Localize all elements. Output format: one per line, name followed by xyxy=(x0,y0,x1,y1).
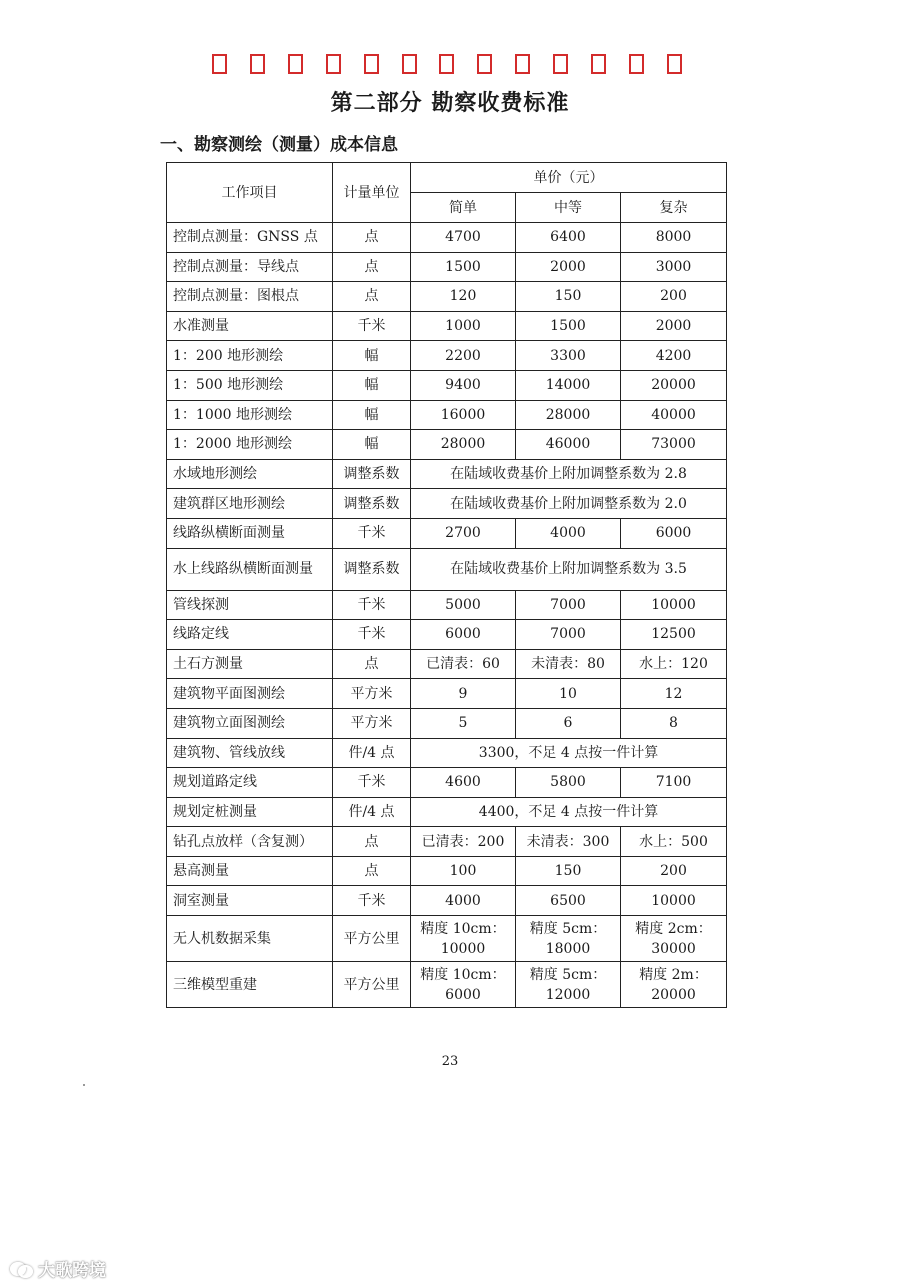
row-unit: 点 xyxy=(333,223,411,253)
page-title: 第二部分 勘察收费标准 xyxy=(330,91,570,116)
row-simple: 9 xyxy=(411,679,516,709)
row-simple: 2700 xyxy=(411,518,516,548)
row-complex: 12 xyxy=(621,679,727,709)
row-medium: 1500 xyxy=(516,311,621,341)
table-row xyxy=(167,649,727,679)
table-row xyxy=(167,370,727,400)
row-medium: 14000 xyxy=(516,370,621,400)
row-medium: 未清表：80 xyxy=(516,649,621,679)
row-medium: 46000 xyxy=(516,430,621,460)
red-box xyxy=(402,54,417,74)
red-placeholder-boxes xyxy=(212,54,682,80)
row-unit: 平方米 xyxy=(333,708,411,738)
survey-fee-table xyxy=(166,162,727,1008)
row-unit: 件/4 点 xyxy=(333,797,411,827)
row-complex: 8 xyxy=(621,708,727,738)
row-item: 规划定桩测量 xyxy=(167,797,333,827)
red-box xyxy=(212,54,227,74)
precision-label: 精度 10cm： xyxy=(420,920,506,937)
row-item: 控制点测量：导线点 xyxy=(167,252,333,282)
row-simple: 28000 xyxy=(411,430,516,460)
row-unit: 千米 xyxy=(333,768,411,798)
row-unit: 幅 xyxy=(333,341,411,371)
row-merged-note: 在陆域收费基价上附加调整系数为 3.5 xyxy=(411,548,727,590)
row-medium: 6400 xyxy=(516,223,621,253)
row-complex: 水上：500 xyxy=(621,827,727,857)
table-row xyxy=(167,827,727,857)
row-simple: 9400 xyxy=(411,370,516,400)
row-complex: 10000 xyxy=(621,590,727,620)
row-simple: 2200 xyxy=(411,341,516,371)
header-item: 工作项目 xyxy=(167,163,333,223)
precision-price: 30000 xyxy=(651,940,696,957)
table-row xyxy=(167,916,727,962)
row-unit: 幅 xyxy=(333,370,411,400)
row-simple: 120 xyxy=(411,282,516,312)
row-simple: 4600 xyxy=(411,768,516,798)
row-item: 1：500 地形测绘 xyxy=(167,370,333,400)
row-unit: 件/4 点 xyxy=(333,738,411,768)
row-complex: 73000 xyxy=(621,430,727,460)
row-simple: 16000 xyxy=(411,400,516,430)
row-complex xyxy=(621,962,727,1008)
row-unit: 调整系数 xyxy=(333,489,411,519)
row-unit: 点 xyxy=(333,827,411,857)
precision-label: 精度 5cm： xyxy=(529,920,607,937)
row-complex: 水上：120 xyxy=(621,649,727,679)
table-row xyxy=(167,223,727,253)
precision-label: 精度 2m： xyxy=(639,966,708,983)
red-box xyxy=(364,54,379,74)
row-unit: 千米 xyxy=(333,518,411,548)
row-simple: 已清表：60 xyxy=(411,649,516,679)
row-medium: 7000 xyxy=(516,590,621,620)
table-row xyxy=(167,797,727,827)
row-unit: 点 xyxy=(333,649,411,679)
row-complex: 200 xyxy=(621,282,727,312)
red-box xyxy=(477,54,492,74)
precision-price: 6000 xyxy=(445,986,481,1003)
red-box xyxy=(667,54,682,74)
row-complex xyxy=(621,916,727,962)
row-medium: 150 xyxy=(516,856,621,886)
table-row xyxy=(167,548,727,590)
page-number: 23 xyxy=(441,1054,459,1069)
row-item: 1：200 地形测绘 xyxy=(167,341,333,371)
section-title: 一、勘察测绘（测量）成本信息 xyxy=(160,135,398,155)
table-row xyxy=(167,311,727,341)
row-simple xyxy=(411,916,516,962)
row-unit: 点 xyxy=(333,282,411,312)
row-item: 水域地形测绘 xyxy=(167,459,333,489)
row-unit: 调整系数 xyxy=(333,548,411,590)
row-complex: 4200 xyxy=(621,341,727,371)
table-row xyxy=(167,459,727,489)
row-simple: 4000 xyxy=(411,886,516,916)
precision-label: 精度 5cm： xyxy=(529,966,607,983)
row-simple: 100 xyxy=(411,856,516,886)
row-item: 管线探测 xyxy=(167,590,333,620)
table-row xyxy=(167,430,727,460)
table-row xyxy=(167,489,727,519)
row-complex: 10000 xyxy=(621,886,727,916)
row-item: 控制点测量：GNSS 点 xyxy=(167,223,333,253)
row-simple: 5 xyxy=(411,708,516,738)
red-box xyxy=(250,54,265,74)
header-medium: 中等 xyxy=(516,193,621,223)
header-unit: 计量单位 xyxy=(333,163,411,223)
row-medium: 4000 xyxy=(516,518,621,548)
header-complex: 复杂 xyxy=(621,193,727,223)
table-row xyxy=(167,252,727,282)
row-unit: 幅 xyxy=(333,400,411,430)
row-medium: 28000 xyxy=(516,400,621,430)
watermark xyxy=(10,1256,106,1281)
precision-price: 20000 xyxy=(651,986,696,1003)
row-complex: 8000 xyxy=(621,223,727,253)
red-box xyxy=(288,54,303,74)
red-box xyxy=(439,54,454,74)
header-simple: 简单 xyxy=(411,193,516,223)
red-box xyxy=(629,54,644,74)
table-row xyxy=(167,620,727,650)
row-medium xyxy=(516,962,621,1008)
red-box xyxy=(515,54,530,74)
row-unit: 千米 xyxy=(333,620,411,650)
row-medium: 6 xyxy=(516,708,621,738)
row-complex: 6000 xyxy=(621,518,727,548)
row-medium: 3300 xyxy=(516,341,621,371)
row-simple: 1500 xyxy=(411,252,516,282)
row-item: 钻孔点放样（含复测） xyxy=(167,827,333,857)
row-medium: 2000 xyxy=(516,252,621,282)
table-row xyxy=(167,886,727,916)
table-header-row xyxy=(167,163,727,193)
table-row xyxy=(167,708,727,738)
row-merged-note: 在陆域收费基价上附加调整系数为 2.0 xyxy=(411,489,727,519)
row-item: 控制点测量：图根点 xyxy=(167,282,333,312)
precision-label: 精度 2cm： xyxy=(635,920,712,937)
row-simple xyxy=(411,962,516,1008)
row-simple: 5000 xyxy=(411,590,516,620)
row-complex: 3000 xyxy=(621,252,727,282)
table-row xyxy=(167,282,727,312)
row-unit: 点 xyxy=(333,252,411,282)
precision-price: 12000 xyxy=(545,986,591,1003)
row-item: 建筑物、管线放线 xyxy=(167,738,333,768)
row-item: 规划道路定线 xyxy=(167,768,333,798)
row-item: 1：2000 地形测绘 xyxy=(167,430,333,460)
table-row xyxy=(167,679,727,709)
table-row xyxy=(167,400,727,430)
row-item: 1：1000 地形测绘 xyxy=(167,400,333,430)
header-price-group: 单价（元） xyxy=(411,163,727,193)
table-row xyxy=(167,518,727,548)
table-row xyxy=(167,738,727,768)
row-item: 悬高测量 xyxy=(167,856,333,886)
row-unit: 平方米 xyxy=(333,679,411,709)
row-complex: 12500 xyxy=(621,620,727,650)
row-item: 线路定线 xyxy=(167,620,333,650)
row-unit: 平方公里 xyxy=(333,962,411,1008)
row-complex: 200 xyxy=(621,856,727,886)
row-merged-note: 3300，不足 4 点按一件计算 xyxy=(411,738,727,768)
row-unit: 调整系数 xyxy=(333,459,411,489)
row-item: 三维模型重建 xyxy=(167,962,333,1008)
red-box xyxy=(553,54,568,74)
red-box xyxy=(591,54,606,74)
red-box xyxy=(326,54,341,74)
row-item: 水上线路纵横断面测量 xyxy=(167,548,333,590)
row-item: 建筑物平面图测绘 xyxy=(167,679,333,709)
row-medium: 5800 xyxy=(516,768,621,798)
row-simple: 1000 xyxy=(411,311,516,341)
row-complex: 7100 xyxy=(621,768,727,798)
row-unit: 点 xyxy=(333,856,411,886)
row-unit: 千米 xyxy=(333,311,411,341)
row-item: 建筑群区地形测绘 xyxy=(167,489,333,519)
row-medium: 未清表：300 xyxy=(516,827,621,857)
row-item: 洞室测量 xyxy=(167,886,333,916)
table-row xyxy=(167,768,727,798)
row-medium: 7000 xyxy=(516,620,621,650)
table-row xyxy=(167,856,727,886)
row-medium: 6500 xyxy=(516,886,621,916)
row-simple: 已清表：200 xyxy=(411,827,516,857)
scan-speck xyxy=(83,1084,85,1086)
chat-bubbles-icon xyxy=(10,1260,32,1278)
watermark-text: 大歌跨境 xyxy=(38,1261,106,1281)
row-item: 线路纵横断面测量 xyxy=(167,518,333,548)
row-item: 水准测量 xyxy=(167,311,333,341)
row-merged-note: 在陆域收费基价上附加调整系数为 2.8 xyxy=(411,459,727,489)
row-medium: 150 xyxy=(516,282,621,312)
precision-price: 18000 xyxy=(545,940,591,957)
row-unit: 平方公里 xyxy=(333,916,411,962)
table-row xyxy=(167,590,727,620)
row-simple: 6000 xyxy=(411,620,516,650)
row-medium: 10 xyxy=(516,679,621,709)
row-merged-note: 4400，不足 4 点按一件计算 xyxy=(411,797,727,827)
row-complex: 20000 xyxy=(621,370,727,400)
row-unit: 千米 xyxy=(333,886,411,916)
table-row xyxy=(167,341,727,371)
row-complex: 2000 xyxy=(621,311,727,341)
row-unit: 幅 xyxy=(333,430,411,460)
row-unit: 千米 xyxy=(333,590,411,620)
row-simple: 4700 xyxy=(411,223,516,253)
row-item: 无人机数据采集 xyxy=(167,916,333,962)
precision-label: 精度 10cm： xyxy=(420,966,506,983)
row-complex: 40000 xyxy=(621,400,727,430)
precision-price: 10000 xyxy=(440,940,486,957)
table-row xyxy=(167,962,727,1008)
row-medium xyxy=(516,916,621,962)
row-item: 土石方测量 xyxy=(167,649,333,679)
row-item: 建筑物立面图测绘 xyxy=(167,708,333,738)
